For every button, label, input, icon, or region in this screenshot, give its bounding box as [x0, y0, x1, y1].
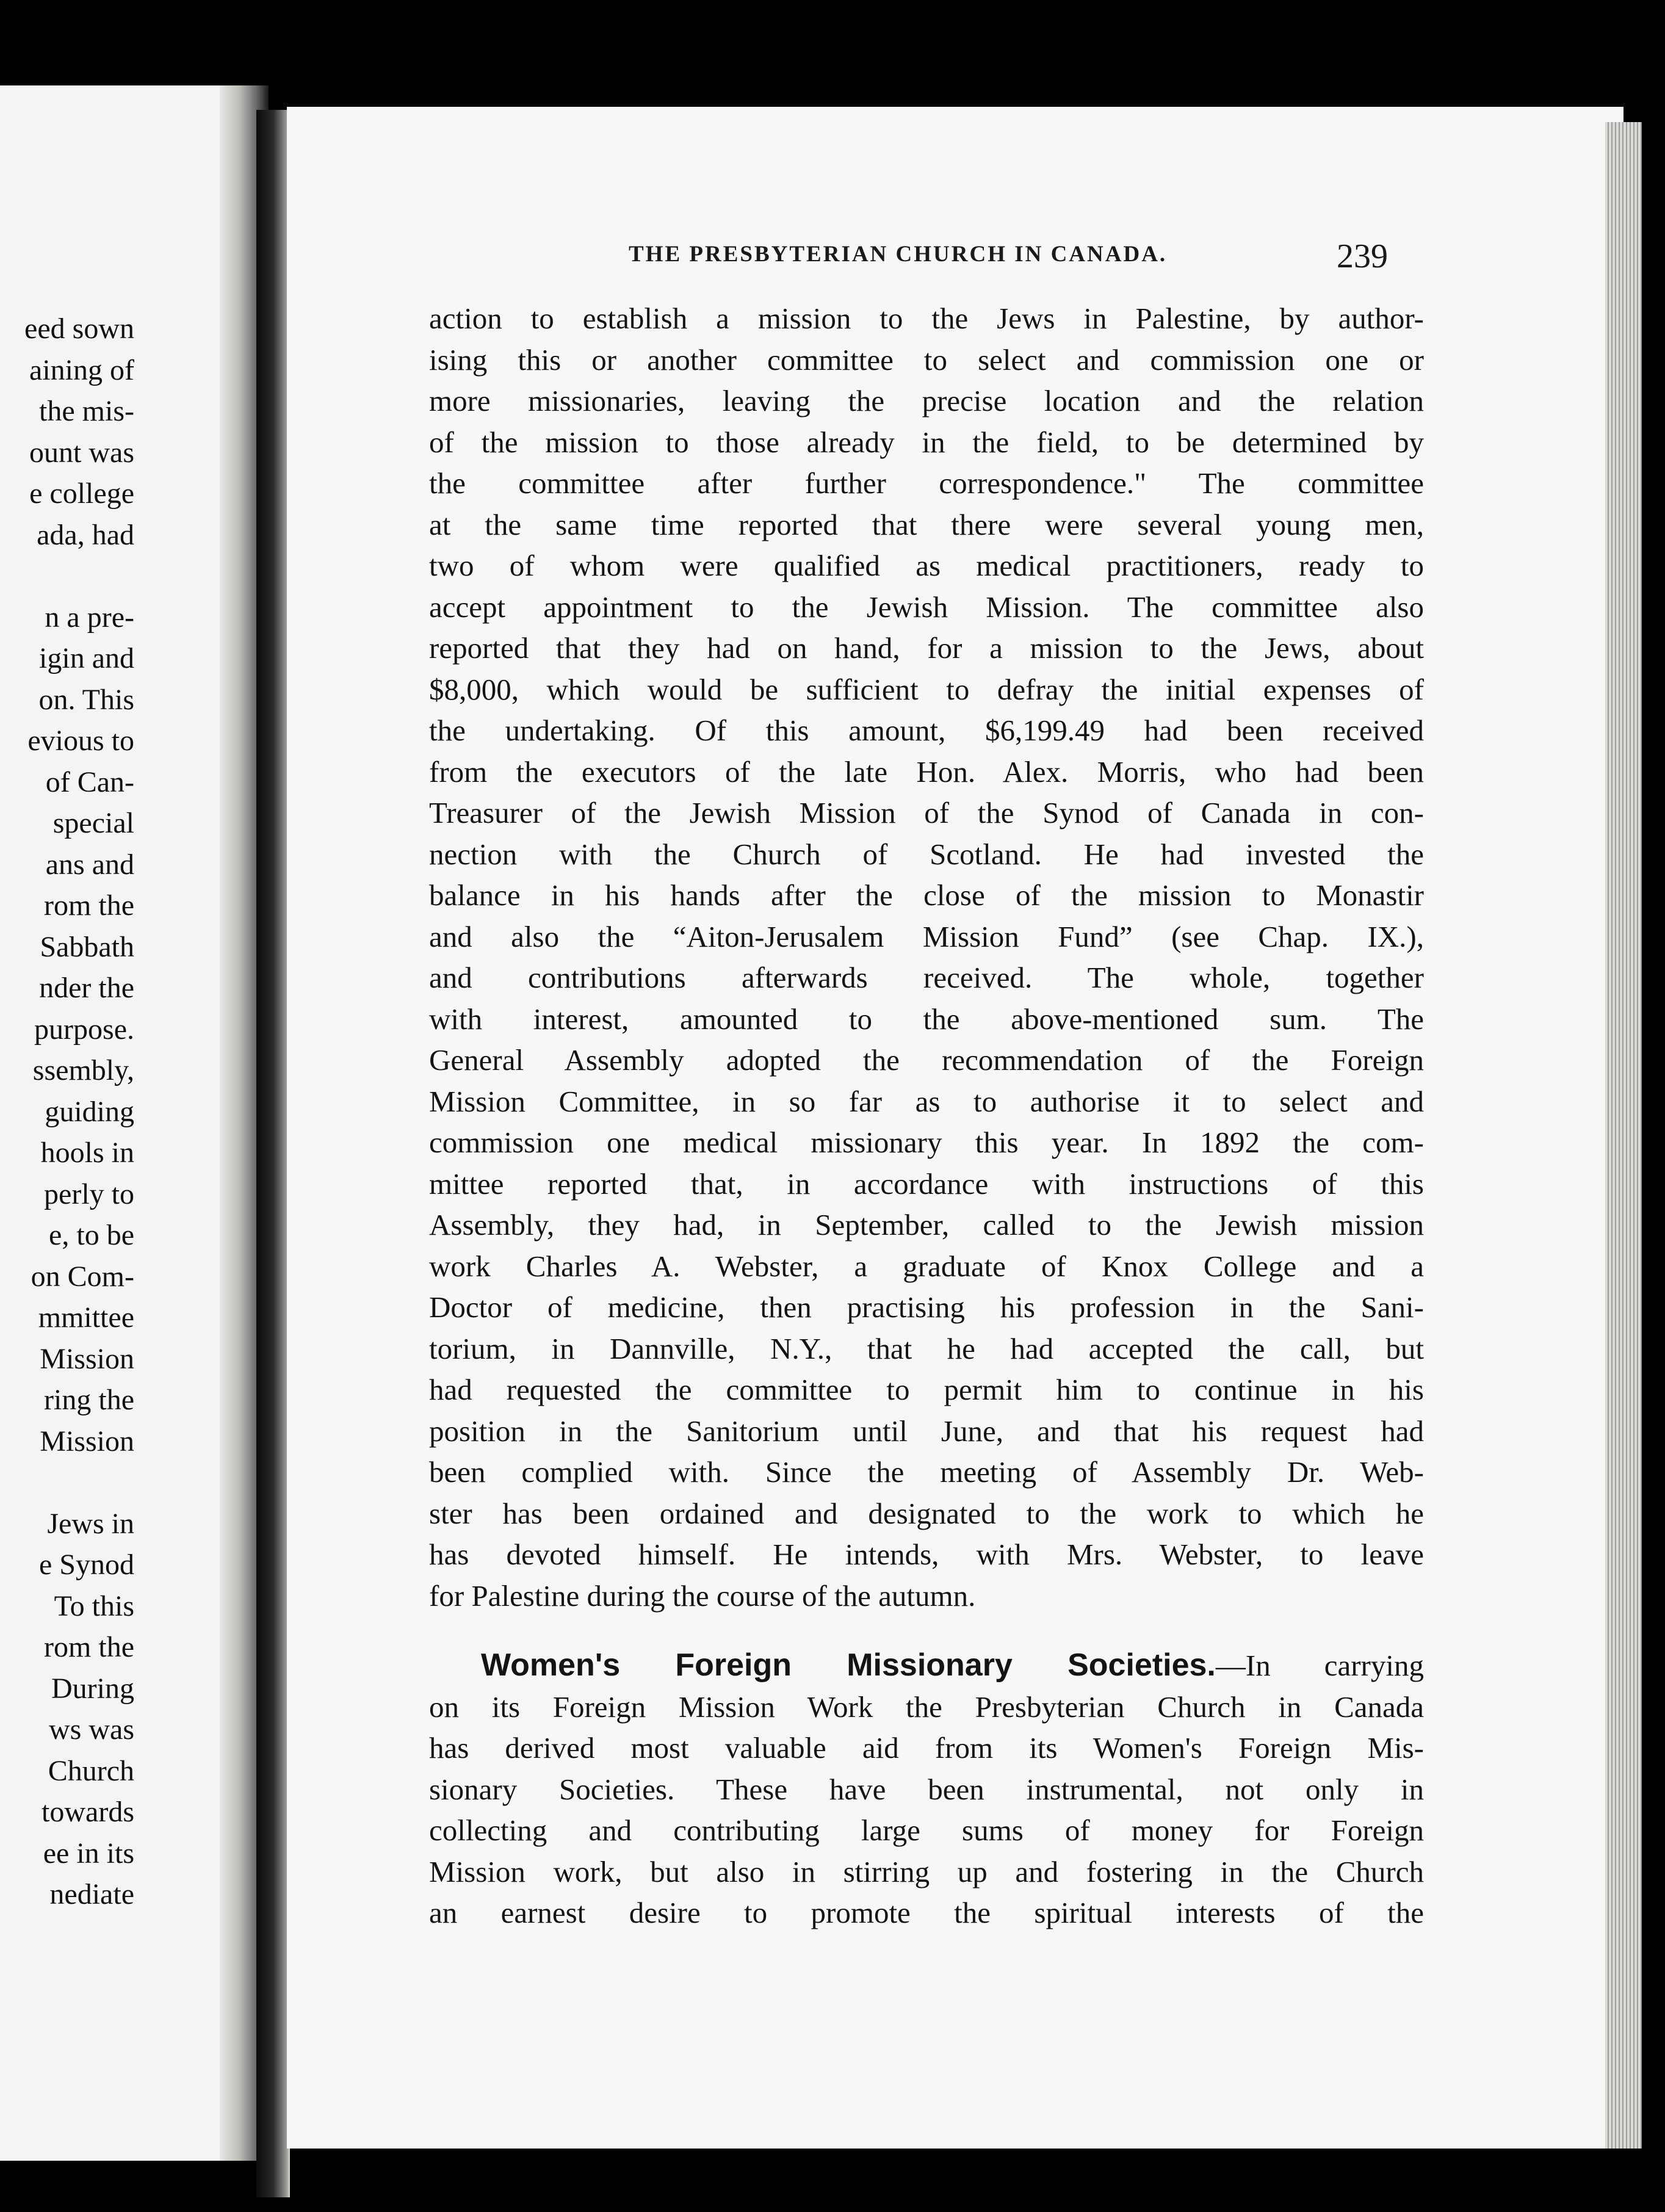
left-fragment-gap: [0, 555, 134, 597]
text-line: from the executors of the late Hon. Alex. Morris, who had been: [429, 754, 1424, 789]
section-first-line: [429, 1645, 1424, 1686]
left-fragment: rom the: [44, 889, 134, 922]
left-fragment: ring the: [44, 1384, 134, 1416]
section-heading: Women's Foreign Missionary Societies.: [481, 1647, 1216, 1683]
left-fragment: perly to: [44, 1177, 134, 1210]
text-line: ising this or another committee to select and commission one or: [429, 342, 1424, 377]
text-line: Mission work, but also in stirring up and fostering in the Church: [429, 1854, 1424, 1889]
left-fragment: nediate: [49, 1878, 134, 1910]
left-fragment: ee in its: [43, 1837, 134, 1870]
text-line: accept appointment to the Jewish Mission. The committee also: [429, 590, 1424, 624]
text-line: $8,000, which would be sufficient to defray the initial expenses of: [429, 672, 1424, 706]
left-fragment: Mission: [40, 1425, 134, 1458]
text-line: balance in his hands after the close of the mission to Monastir: [429, 878, 1424, 912]
text-line: mittee reported that, in accordance with instructions of this: [429, 1166, 1424, 1201]
left-fragment: Church: [48, 1754, 134, 1787]
left-fragment: nder the: [39, 972, 134, 1004]
text-line: more missionaries, leaving the precise location and the relation: [429, 384, 1424, 417]
text-line: on its Foreign Mission Work the Presbyterian Church in Canada: [429, 1690, 1424, 1724]
left-fragment: evious to: [27, 725, 134, 757]
left-fragment: purpose.: [34, 1013, 134, 1046]
left-fragment: ans and: [45, 848, 134, 881]
text-line: torium, in Dannville, N.Y., that he had accepted the call, but: [429, 1331, 1424, 1365]
text-line: the committee after further correspondence." The committee: [429, 466, 1424, 500]
text-line: commission one medical missionary this year. In 1892 the com-: [429, 1126, 1424, 1159]
text-line: General Assembly adopted the recommendation of the Foreign: [429, 1043, 1424, 1077]
text-line: two of whom were qualified as medical practitioners, ready to: [429, 549, 1424, 582]
text-line: Treasurer of the Jewish Mission of the Synod of Canada in con-: [429, 796, 1424, 830]
left-fragment: on. This: [38, 683, 134, 716]
left-page: [0, 85, 244, 2161]
left-fragment: Sabbath: [40, 930, 134, 963]
left-fragment: igin and: [39, 642, 134, 674]
text-line: Mission Committee, in so far as to authorise it to select and: [429, 1084, 1424, 1118]
left-fragment: During: [51, 1672, 134, 1705]
text-line: for Palestine during the course of the autumn.: [429, 1578, 976, 1613]
left-fragment: To this: [54, 1589, 134, 1622]
left-fragment: ount was: [29, 436, 134, 469]
running-head: THE PRESBYTERIAN CHURCH IN CANADA.: [629, 242, 1168, 267]
body-paragraph: [429, 298, 1424, 1616]
text-line: and contributions afterwards received. The whole, together: [429, 961, 1424, 994]
text-line: nection with the Church of Scotland. He had invested the: [429, 837, 1424, 871]
text-line: been complied with. Since the meeting of Assembly Dr. Web-: [429, 1455, 1424, 1489]
left-fragment: of Can-: [45, 765, 134, 798]
text-line: with interest, amounted to the above-mentioned sum. The: [429, 1002, 1424, 1036]
left-fragment: hools in: [40, 1137, 134, 1169]
left-fragment: ssembly,: [32, 1054, 134, 1086]
text-line: reported that they had on hand, for a mission to the Jews, about: [429, 631, 1424, 665]
text-line: the undertaking. Of this amount, $6,199.49 had been received: [429, 714, 1424, 747]
left-fragment: e Synod: [39, 1549, 134, 1581]
left-fragment: e college: [29, 477, 134, 510]
left-fragment: on Com-: [31, 1260, 134, 1293]
section-first-line-text: —In carrying: [1215, 1649, 1424, 1682]
text-line: and also the “Aiton-Jerusalem Mission Fund” (see Chap. IX.),: [429, 919, 1424, 953]
text-line: has derived most valuable aid from its Women's Foreign Mis-: [429, 1731, 1424, 1765]
left-fragment: special: [52, 807, 134, 839]
text-line: of the mission to those already in the field, to be determined by: [429, 425, 1424, 459]
left-fragment: e, to be: [49, 1219, 134, 1251]
page-edges: [1605, 122, 1642, 2149]
text-line: has devoted himself. He intends, with Mrs. Webster, to leave: [429, 1538, 1424, 1571]
text-line: Doctor of medicine, then practising his profession in the Sani-: [429, 1290, 1424, 1324]
left-fragment: ws was: [49, 1713, 134, 1746]
left-fragment: rom the: [44, 1631, 134, 1663]
text-line: sionary Societies. These have been instrumental, not only in: [429, 1772, 1424, 1806]
left-fragment-gap: [0, 1462, 134, 1503]
text-line: an earnest desire to promote the spiritual interests of the: [429, 1896, 1424, 1929]
left-fragment: eed sown: [24, 313, 134, 345]
text-line: action to establish a mission to the Jews in Palestine, by author-: [429, 302, 1424, 335]
text-line: Assembly, they had, in September, called to the Jewish mission: [429, 1208, 1424, 1242]
book-spine: [256, 110, 290, 2197]
left-fragment: aining of: [29, 353, 134, 386]
left-fragment: Mission: [40, 1342, 134, 1375]
text-line: had requested the committee to permit him to continue in his: [429, 1373, 1424, 1406]
left-fragment: guiding: [45, 1095, 134, 1128]
text-line: at the same time reported that there were several young men,: [429, 507, 1424, 541]
left-page-text-fragments: [0, 308, 134, 1915]
left-fragment: the mis-: [39, 395, 134, 427]
left-fragment: Jews in: [47, 1507, 134, 1540]
text-line: collecting and contributing large sums of money for Foreign: [429, 1813, 1424, 1847]
text-line: position in the Sanitorium until June, and that his request had: [429, 1414, 1424, 1448]
section-womens-societies: [429, 1645, 1424, 1934]
left-fragment: ada, had: [37, 518, 134, 551]
text-line: ster has been ordained and designated to the work to which he: [429, 1496, 1424, 1530]
left-fragment: n a pre-: [45, 601, 134, 634]
text-line: work Charles A. Webster, a graduate of Knox College and a: [429, 1249, 1424, 1283]
left-fragment: mmittee: [38, 1301, 134, 1334]
page-number: 239: [1337, 237, 1388, 275]
left-fragment: towards: [42, 1796, 134, 1828]
